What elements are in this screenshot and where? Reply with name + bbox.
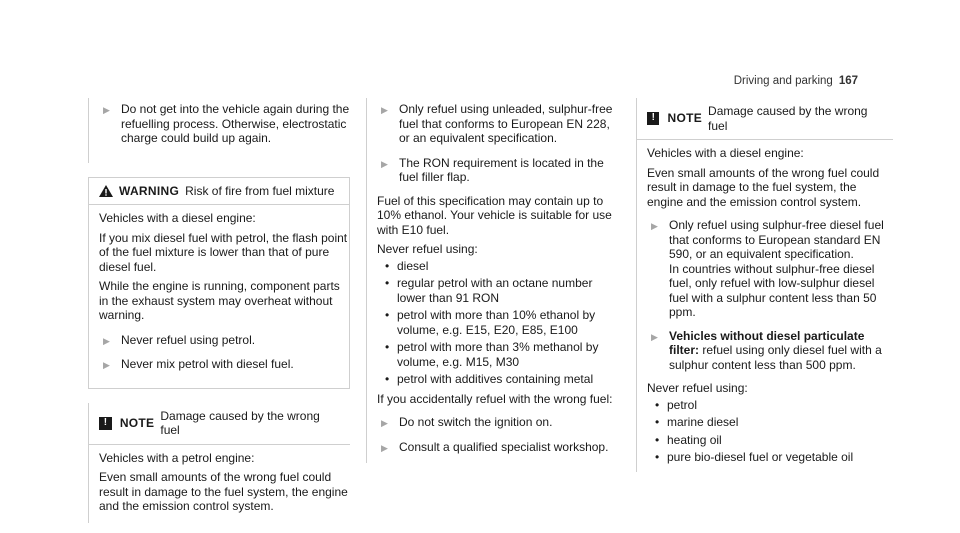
column-1 (88, 98, 350, 523)
note-title: Damage caused by the wrong fuel (160, 408, 320, 437)
step (89, 333, 349, 349)
paragraph: If you mix diesel fuel with petrol, the flash point of the fuel mixture is lower than that of pure diesel fuel. (99, 230, 348, 274)
list-item (385, 276, 621, 305)
paragraph: Vehicles with a diesel engine: (647, 146, 804, 160)
list-item-text: pure bio-diesel fuel or vegetable oil (667, 450, 854, 464)
bullet-icon: • (385, 276, 390, 290)
play-arrow-icon: ▶ (103, 335, 110, 346)
step-text (669, 329, 893, 373)
paragraph: Vehicles with a diesel engine: (99, 211, 256, 225)
warning-label: WARNING (119, 183, 180, 198)
paragraph: Vehicles with a petrol engine: (99, 450, 255, 465)
bullet-icon: • (385, 372, 390, 386)
bullet-list (367, 259, 621, 387)
paragraph: Even small amounts of the wrong fuel could result in damage to the fuel system, the engine and the emission control system. (647, 165, 880, 209)
exclamation-box-icon: ! (647, 112, 659, 125)
list-item (385, 372, 621, 387)
step-text: The RON requirement is located in the fuel filler flap. (399, 155, 604, 184)
exclamation-box-icon: ! (99, 417, 112, 430)
step (637, 329, 893, 373)
list-item (385, 340, 621, 369)
step-text (669, 218, 893, 320)
paragraph: While the engine is running, component parts in the exhaust system may overheat without warning. (99, 279, 340, 322)
bullet-icon: • (655, 397, 660, 412)
play-arrow-icon: ▶ (651, 331, 658, 342)
play-arrow-icon: ▶ (651, 221, 658, 231)
list-item-text: petrol with more than 3% methanol by volume, e.g. M15, M30 (397, 340, 599, 369)
list-item-text: marine diesel (667, 415, 739, 429)
list-item-text: regular petrol with an octane number lower than 91 RON (397, 276, 593, 305)
step (637, 218, 893, 320)
list-item (385, 259, 621, 274)
warning-title: Risk of fire from fuel mixture (185, 183, 335, 198)
step-text: Never mix petrol with diesel fuel. (121, 357, 294, 371)
step-text: Only refuel using unleaded, sulphur-free fuel that conforms to European EN 228, or an equivalent specification. (399, 102, 613, 145)
note-header (637, 98, 893, 140)
play-arrow-icon: ▶ (381, 418, 388, 428)
paragraph: Even small amounts of the wrong fuel could result in damage to the fuel system, the engine and the emission control system. (99, 470, 348, 513)
bullet-icon: • (655, 415, 660, 429)
list-item-text: heating oil (667, 432, 722, 447)
list-item (385, 308, 621, 337)
list-item (655, 398, 893, 413)
step-bold-text: Vehicles without diesel particulate filter: (669, 328, 865, 357)
list-item-text: petrol (667, 397, 698, 412)
paragraph: If you accidentally refuel with the wrong fuel: (377, 391, 613, 406)
step (367, 415, 621, 431)
section-title: Driving and parking (733, 75, 833, 87)
paragraph: Never refuel using: (377, 242, 478, 256)
warning-box (88, 177, 350, 389)
bullet-icon: • (385, 258, 390, 273)
step-text-part: refuel using only diesel fuel with a sulphur content less than 500 ppm. (669, 343, 882, 372)
note-header (89, 403, 350, 445)
play-arrow-icon: ▶ (381, 158, 388, 169)
step (367, 440, 621, 456)
bullet-icon: • (655, 450, 660, 464)
bullet-icon: • (385, 340, 390, 354)
warning-triangle-icon (99, 185, 113, 197)
list-item-text: petrol with more than 10% ethanol by volume, e.g. E15, E20, E85, E100 (397, 308, 596, 337)
warning-header (89, 178, 349, 206)
step (367, 102, 621, 146)
note-title: Damage caused by the wrong fuel (708, 104, 868, 133)
page-header (734, 74, 858, 89)
bullet-list (637, 398, 893, 465)
note-label: NOTE (667, 111, 703, 126)
play-arrow-icon: ▶ (381, 442, 388, 453)
list-item-text: petrol with additives containing metal (397, 372, 594, 386)
column-3 (636, 98, 893, 472)
list-item (655, 433, 893, 448)
step-text: Do not switch the ignition on. (399, 415, 553, 429)
play-arrow-icon: ▶ (381, 105, 388, 115)
bullet-icon: • (385, 308, 390, 322)
list-item-text: diesel (397, 258, 429, 273)
list-item (655, 415, 893, 430)
step-text-part: Only refuel using sulphur-free diesel fuel that conforms to European standard EN 590, or an equivalent specification. (669, 218, 884, 261)
intro-step-block (88, 98, 350, 163)
step-text: Consult a qualified specialist workshop. (399, 439, 609, 454)
note-label: NOTE (119, 415, 155, 430)
bullet-icon: • (655, 432, 660, 447)
step (89, 357, 349, 373)
paragraph: Fuel of this specification may contain up to 10% ethanol. Your vehicle is suitable for use with E10 fuel. (377, 193, 612, 237)
column-2 (366, 98, 621, 463)
play-arrow-icon: ▶ (103, 360, 110, 370)
note-box (88, 403, 350, 523)
page-number: 167 (838, 75, 858, 87)
play-arrow-icon: ▶ (103, 105, 110, 115)
step-text: Never refuel using petrol. (121, 332, 256, 347)
step (89, 102, 350, 146)
step (367, 156, 621, 185)
step-text: Do not get into the vehicle again during the refuelling process. Otherwise, electrostatic charge could build up again. (121, 102, 350, 145)
step-text-part: In countries without sulphur-free diesel fuel, only refuel with low-sulphur diesel fuel with a sulphur content less than 50 ppm. (669, 261, 877, 319)
paragraph: Never refuel using: (647, 381, 748, 395)
list-item (655, 450, 893, 465)
